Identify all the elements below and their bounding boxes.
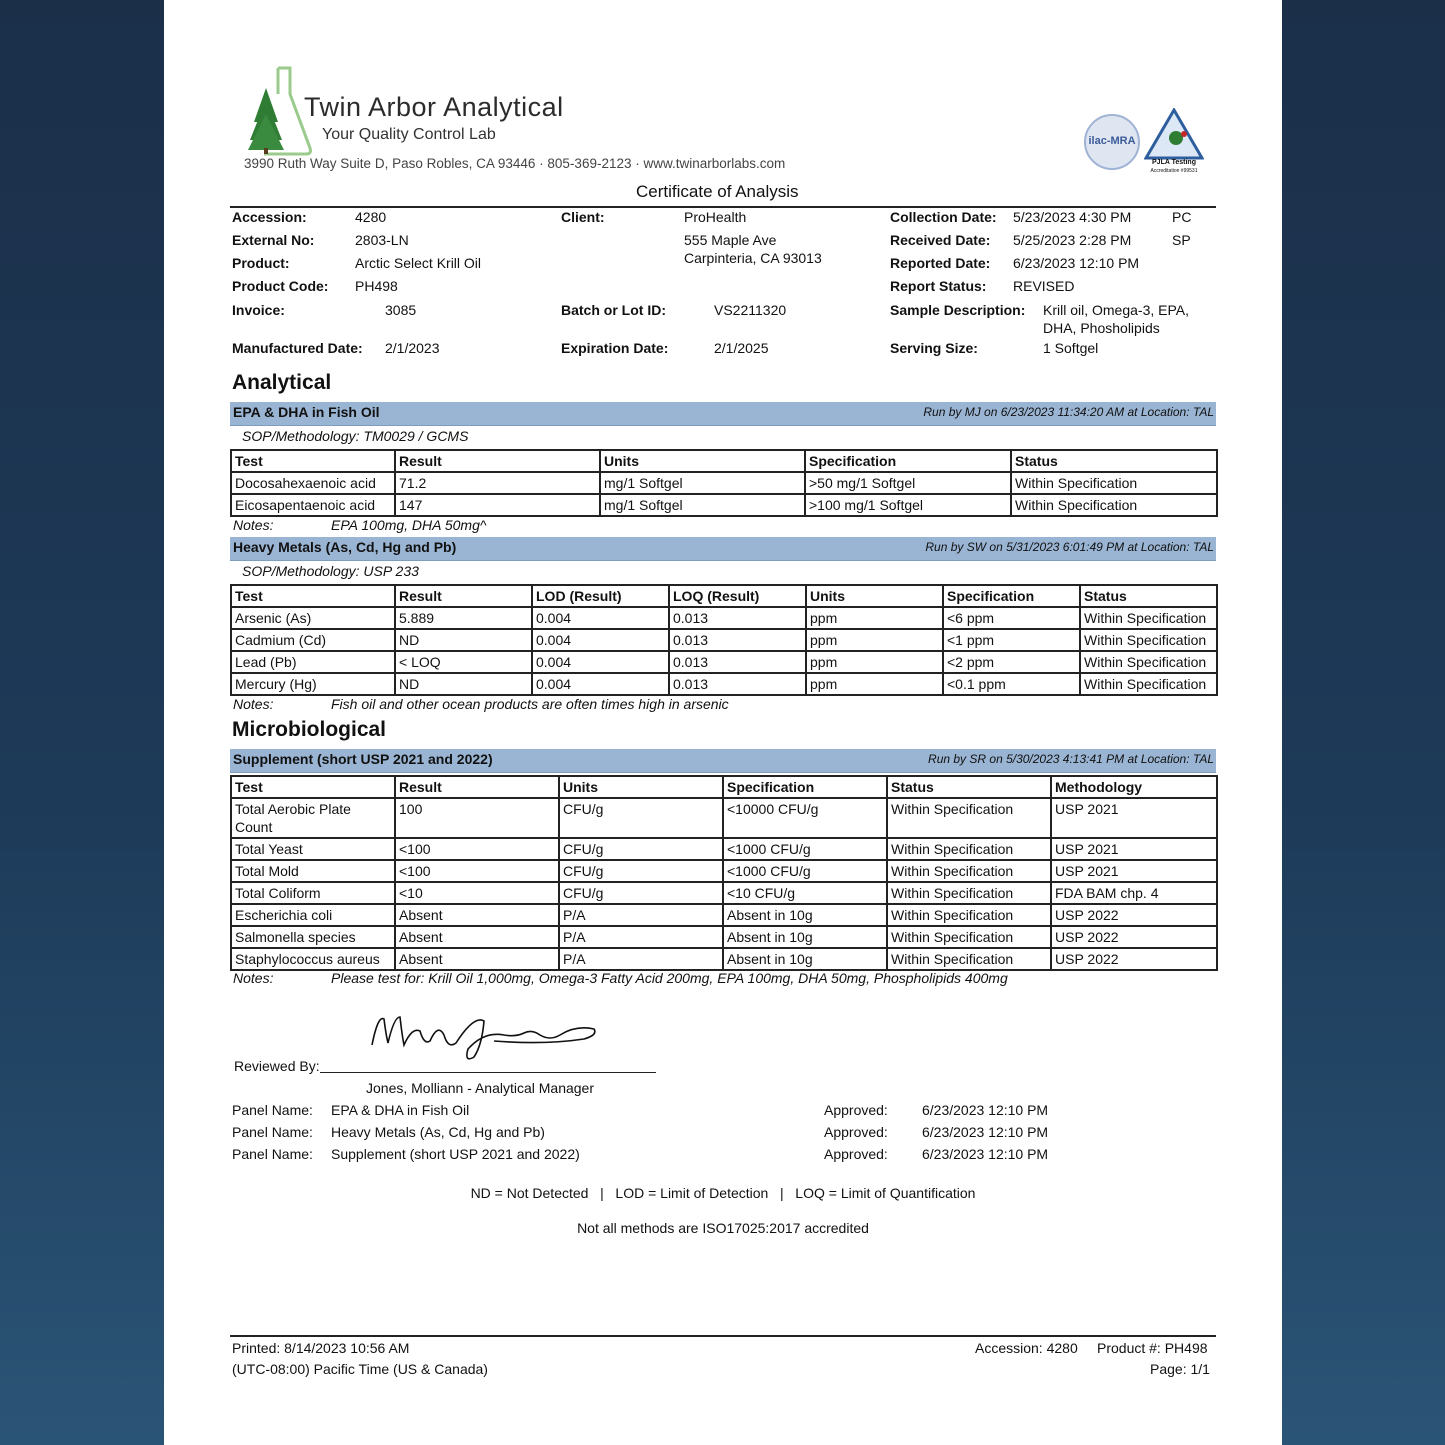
heavy-metals-table bbox=[230, 584, 1218, 696]
reviewer-signature bbox=[364, 1005, 604, 1065]
table-cell: Total Coliform bbox=[231, 882, 395, 904]
table-cell: Arsenic (As) bbox=[231, 607, 395, 629]
micro-notes: Please test for: Krill Oil 1,000mg, Omega-3 Fatty Acid 200mg, EPA 100mg, DHA 50mg, Phospholipids 400mg bbox=[331, 970, 1008, 986]
table-cell: ND bbox=[395, 673, 532, 695]
footer-rule bbox=[230, 1335, 1216, 1337]
header-cell: Methodology bbox=[1051, 776, 1217, 798]
table-cell: 0.004 bbox=[532, 673, 669, 695]
product-label: Product: bbox=[232, 255, 290, 271]
epa-sop: SOP/Methodology: TM0029 / GCMS bbox=[242, 428, 469, 444]
table-cell: CFU/g bbox=[559, 838, 723, 860]
pjla-triangle-icon bbox=[1144, 108, 1204, 160]
table-header-row bbox=[231, 776, 1217, 798]
table-cell: P/A bbox=[559, 926, 723, 948]
table-cell: 0.004 bbox=[532, 629, 669, 651]
header-cell: Units bbox=[559, 776, 723, 798]
table-cell: Cadmium (Cd) bbox=[231, 629, 395, 651]
table-cell: <100 bbox=[395, 860, 559, 882]
micro-panel-title: Supplement (short USP 2021 and 2022) bbox=[233, 751, 493, 767]
table-cell: ppm bbox=[806, 673, 943, 695]
header-cell: Status bbox=[1080, 585, 1217, 607]
ilac-mra-text: ilac-MRA bbox=[1088, 135, 1136, 147]
expiration-value: 2/1/2025 bbox=[714, 340, 769, 356]
table-cell: Total Mold bbox=[231, 860, 395, 882]
table-cell: Within Specification bbox=[887, 904, 1051, 926]
external-no-label: External No: bbox=[232, 232, 315, 248]
table-cell: FDA BAM chp. 4 bbox=[1051, 882, 1217, 904]
table-cell: Absent bbox=[395, 926, 559, 948]
table-row bbox=[231, 607, 1217, 629]
abbreviation-legend: ND = Not Detected | LOD = Limit of Detection | LOQ = Limit of Quantification bbox=[470, 1185, 976, 1201]
serving-size-value: 1 Softgel bbox=[1043, 340, 1099, 356]
approved-date: 6/23/2023 12:10 PM bbox=[922, 1124, 1049, 1140]
table-cell: Total Aerobic Plate Count bbox=[231, 798, 395, 838]
table-row bbox=[231, 629, 1217, 651]
table-cell: Absent in 10g bbox=[723, 904, 887, 926]
table-cell: <1000 CFU/g bbox=[723, 838, 887, 860]
table-row bbox=[231, 860, 1217, 882]
table-row bbox=[231, 926, 1217, 948]
table-cell: <1 ppm bbox=[943, 629, 1080, 651]
collection-initials: PC bbox=[1172, 209, 1192, 225]
table-cell: 0.004 bbox=[532, 651, 669, 673]
pjla-label: PJLA Testing bbox=[1152, 159, 1196, 166]
table-cell: 5.889 bbox=[395, 607, 532, 629]
table-cell: Within Specification bbox=[1080, 673, 1217, 695]
external-no-value: 2803-LN bbox=[355, 232, 409, 248]
table-cell: Absent bbox=[395, 904, 559, 926]
table-cell: <100 bbox=[395, 838, 559, 860]
metals-panel-title: Heavy Metals (As, Cd, Hg and Pb) bbox=[233, 539, 457, 555]
table-cell: 71.2 bbox=[395, 472, 600, 494]
signature-line bbox=[320, 1072, 656, 1073]
client-label: Client: bbox=[561, 209, 605, 225]
reported-date-value: 6/23/2023 12:10 PM bbox=[1013, 255, 1140, 271]
table-header-row bbox=[231, 450, 1217, 472]
header-cell: Units bbox=[806, 585, 943, 607]
analytical-heading: Analytical bbox=[232, 371, 332, 394]
table-row bbox=[231, 651, 1217, 673]
sample-description-label: Sample Description: bbox=[890, 302, 1026, 318]
report-status-label: Report Status: bbox=[890, 278, 987, 294]
report-status-value: REVISED bbox=[1013, 278, 1075, 294]
header-cell: Status bbox=[1011, 450, 1217, 472]
header-cell: Specification bbox=[723, 776, 887, 798]
table-cell: P/A bbox=[559, 904, 723, 926]
table-cell: mg/1 Softgel bbox=[600, 494, 805, 516]
epa-notes: EPA 100mg, DHA 50mg^ bbox=[331, 517, 487, 533]
lab-address: 3990 Ruth Way Suite D, Paso Robles, CA 93446 · 805-369-2123 · www.twinarborlabs.com bbox=[244, 156, 786, 171]
table-cell: Salmonella species bbox=[231, 926, 395, 948]
approved-date: 6/23/2023 12:10 PM bbox=[922, 1102, 1049, 1118]
table-cell: <10000 CFU/g bbox=[723, 798, 887, 838]
table-cell: Absent in 10g bbox=[723, 926, 887, 948]
lab-tagline: Your Quality Control Lab bbox=[322, 126, 496, 143]
micro-run-info: Run by SR on 5/30/2023 4:13:41 PM at Location: TAL bbox=[928, 752, 1214, 766]
header-cell: Units bbox=[600, 450, 805, 472]
table-cell: Within Specification bbox=[1080, 607, 1217, 629]
expiration-label: Expiration Date: bbox=[561, 340, 669, 356]
table-row bbox=[231, 472, 1217, 494]
approved-date: 6/23/2023 12:10 PM bbox=[922, 1146, 1049, 1162]
collection-date-value: 5/23/2023 4:30 PM bbox=[1013, 209, 1132, 225]
table-cell: CFU/g bbox=[559, 860, 723, 882]
panel-name-value: EPA & DHA in Fish Oil bbox=[331, 1102, 470, 1118]
client-address-line1: 555 Maple Ave bbox=[684, 232, 777, 248]
table-cell: CFU/g bbox=[559, 798, 723, 838]
table-cell: Within Specification bbox=[1011, 494, 1217, 516]
epa-panel-title: EPA & DHA in Fish Oil bbox=[233, 404, 380, 420]
table-cell: Staphylococcus aureus bbox=[231, 948, 395, 970]
table-row bbox=[231, 494, 1217, 516]
received-initials: SP bbox=[1172, 232, 1191, 248]
approved-label: Approved: bbox=[824, 1102, 888, 1118]
table-cell: Within Specification bbox=[1011, 472, 1217, 494]
certificate-page bbox=[164, 0, 1282, 1445]
micro-panel-bar bbox=[230, 749, 1216, 773]
epa-run-info: Run by MJ on 6/23/2023 11:34:20 AM at Location: TAL bbox=[923, 405, 1214, 419]
table-cell: 0.004 bbox=[532, 607, 669, 629]
epa-panel-bar bbox=[230, 402, 1216, 426]
table-cell: < LOQ bbox=[395, 651, 532, 673]
lab-name: Twin Arbor Analytical bbox=[304, 92, 564, 122]
table-cell: Within Specification bbox=[887, 926, 1051, 948]
table-cell: <0.1 ppm bbox=[943, 673, 1080, 695]
footer-accession: Accession: 4280 bbox=[975, 1340, 1078, 1356]
approved-label: Approved: bbox=[824, 1146, 888, 1162]
header-cell: Result bbox=[395, 776, 559, 798]
panel-name-label: Panel Name: bbox=[232, 1102, 313, 1118]
table-cell: USP 2021 bbox=[1051, 798, 1217, 838]
microbiological-table bbox=[230, 775, 1218, 971]
sample-description-line1: Krill oil, Omega-3, EPA, bbox=[1043, 302, 1190, 318]
sample-description-line2: DHA, Phosholipids bbox=[1043, 320, 1160, 336]
table-cell: CFU/g bbox=[559, 882, 723, 904]
table-cell: Within Specification bbox=[887, 860, 1051, 882]
printed-timestamp: Printed: 8/14/2023 10:56 AM bbox=[232, 1340, 410, 1356]
panel-name-value: Heavy Metals (As, Cd, Hg and Pb) bbox=[331, 1124, 545, 1140]
table-row bbox=[231, 673, 1217, 695]
header-cell: LOD (Result) bbox=[532, 585, 669, 607]
client-address-line2: Carpinteria, CA 93013 bbox=[684, 250, 822, 266]
header-cell: Specification bbox=[805, 450, 1011, 472]
table-cell: USP 2022 bbox=[1051, 904, 1217, 926]
table-cell: 0.013 bbox=[669, 607, 806, 629]
timezone: (UTC-08:00) Pacific Time (US & Canada) bbox=[232, 1361, 488, 1377]
panel-name-value: Supplement (short USP 2021 and 2022) bbox=[331, 1146, 580, 1162]
reviewed-by-label: Reviewed By: bbox=[234, 1058, 320, 1074]
panel-name-label: Panel Name: bbox=[232, 1124, 313, 1140]
table-cell: <10 CFU/g bbox=[723, 882, 887, 904]
left-background-panel bbox=[0, 0, 164, 1445]
approved-label: Approved: bbox=[824, 1124, 888, 1140]
table-cell: 147 bbox=[395, 494, 600, 516]
microbiological-heading: Microbiological bbox=[232, 718, 387, 741]
manufactured-date-value: 2/1/2023 bbox=[385, 340, 440, 356]
table-row bbox=[231, 904, 1217, 926]
accession-label: Accession: bbox=[232, 209, 307, 225]
table-cell: Within Specification bbox=[887, 798, 1051, 838]
table-cell: <1000 CFU/g bbox=[723, 860, 887, 882]
collection-date-label: Collection Date: bbox=[890, 209, 997, 225]
table-cell: USP 2022 bbox=[1051, 948, 1217, 970]
table-cell: mg/1 Softgel bbox=[600, 472, 805, 494]
table-cell: >100 mg/1 Softgel bbox=[805, 494, 1011, 516]
table-cell: Within Specification bbox=[887, 882, 1051, 904]
micro-notes-label: Notes: bbox=[233, 970, 274, 986]
table-cell: Within Specification bbox=[1080, 629, 1217, 651]
batch-label: Batch or Lot ID: bbox=[561, 302, 666, 318]
header-cell: Test bbox=[231, 776, 395, 798]
product-code-value: PH498 bbox=[355, 278, 398, 294]
table-cell: USP 2021 bbox=[1051, 860, 1217, 882]
table-cell: Eicosapentaenoic acid bbox=[231, 494, 395, 516]
table-cell: ND bbox=[395, 629, 532, 651]
table-cell: Lead (Pb) bbox=[231, 651, 395, 673]
table-cell: 0.013 bbox=[669, 673, 806, 695]
table-cell: 0.013 bbox=[669, 651, 806, 673]
table-row bbox=[231, 882, 1217, 904]
table-cell: Within Specification bbox=[1080, 651, 1217, 673]
table-cell: Escherichia coli bbox=[231, 904, 395, 926]
table-row bbox=[231, 948, 1217, 970]
reviewer-name: Jones, Molliann - Analytical Manager bbox=[366, 1080, 595, 1096]
table-cell: Docosahexaenoic acid bbox=[231, 472, 395, 494]
table-row bbox=[231, 798, 1217, 838]
table-header-row bbox=[231, 585, 1217, 607]
table-cell: 100 bbox=[395, 798, 559, 838]
table-cell: >50 mg/1 Softgel bbox=[805, 472, 1011, 494]
panel-name-label: Panel Name: bbox=[232, 1146, 313, 1162]
right-background-panel bbox=[1282, 0, 1445, 1445]
invoice-label: Invoice: bbox=[232, 302, 285, 318]
table-cell: Absent bbox=[395, 948, 559, 970]
table-cell: Total Yeast bbox=[231, 838, 395, 860]
received-date-value: 5/25/2023 2:28 PM bbox=[1013, 232, 1132, 248]
product-value: Arctic Select Krill Oil bbox=[355, 255, 482, 271]
header-cell: Specification bbox=[943, 585, 1080, 607]
header-cell: Result bbox=[395, 585, 532, 607]
table-row bbox=[231, 838, 1217, 860]
metals-run-info: Run by SW on 5/31/2023 6:01:49 PM at Location: TAL bbox=[925, 540, 1214, 554]
client-name: ProHealth bbox=[684, 209, 747, 225]
table-cell: 0.013 bbox=[669, 629, 806, 651]
manufactured-date-label: Manufactured Date: bbox=[232, 340, 363, 356]
table-cell: P/A bbox=[559, 948, 723, 970]
metals-notes: Fish oil and other ocean products are often times high in arsenic bbox=[331, 696, 729, 712]
table-cell: Absent in 10g bbox=[723, 948, 887, 970]
header-cell: Test bbox=[231, 585, 395, 607]
epa-dha-table bbox=[230, 449, 1218, 517]
accession-value: 4280 bbox=[355, 209, 387, 225]
accreditation-note: Not all methods are ISO17025:2017 accredited bbox=[577, 1220, 869, 1236]
table-cell: ppm bbox=[806, 651, 943, 673]
table-cell: Mercury (Hg) bbox=[231, 673, 395, 695]
invoice-value: 3085 bbox=[385, 302, 417, 318]
table-cell: ppm bbox=[806, 629, 943, 651]
header-cell: Test bbox=[231, 450, 395, 472]
table-cell: <2 ppm bbox=[943, 651, 1080, 673]
table-cell: USP 2022 bbox=[1051, 926, 1217, 948]
serving-size-label: Serving Size: bbox=[890, 340, 978, 356]
header-cell: Result bbox=[395, 450, 600, 472]
table-cell: <10 bbox=[395, 882, 559, 904]
table-cell: ppm bbox=[806, 607, 943, 629]
metals-sop: SOP/Methodology: USP 233 bbox=[242, 563, 419, 579]
header-cell: LOQ (Result) bbox=[669, 585, 806, 607]
batch-value: VS2211320 bbox=[714, 302, 787, 318]
ilac-mra-badge bbox=[1084, 114, 1140, 170]
metals-notes-label: Notes: bbox=[233, 696, 274, 712]
table-cell: Within Specification bbox=[887, 838, 1051, 860]
received-date-label: Received Date: bbox=[890, 232, 991, 248]
header-rule bbox=[230, 206, 1216, 208]
table-cell: <6 ppm bbox=[943, 607, 1080, 629]
footer-product-number: Product #: PH498 bbox=[1097, 1340, 1208, 1356]
header-cell: Status bbox=[887, 776, 1051, 798]
epa-notes-label: Notes: bbox=[233, 517, 274, 533]
table-cell: USP 2021 bbox=[1051, 838, 1217, 860]
metals-panel-bar bbox=[230, 537, 1216, 561]
table-cell: Within Specification bbox=[887, 948, 1051, 970]
product-code-label: Product Code: bbox=[232, 278, 329, 294]
pjla-accreditation-number: Accreditation #99531 bbox=[1150, 168, 1198, 174]
page-number: Page: 1/1 bbox=[1150, 1361, 1210, 1377]
reported-date-label: Reported Date: bbox=[890, 255, 991, 271]
document-title: Certificate of Analysis bbox=[636, 182, 799, 201]
